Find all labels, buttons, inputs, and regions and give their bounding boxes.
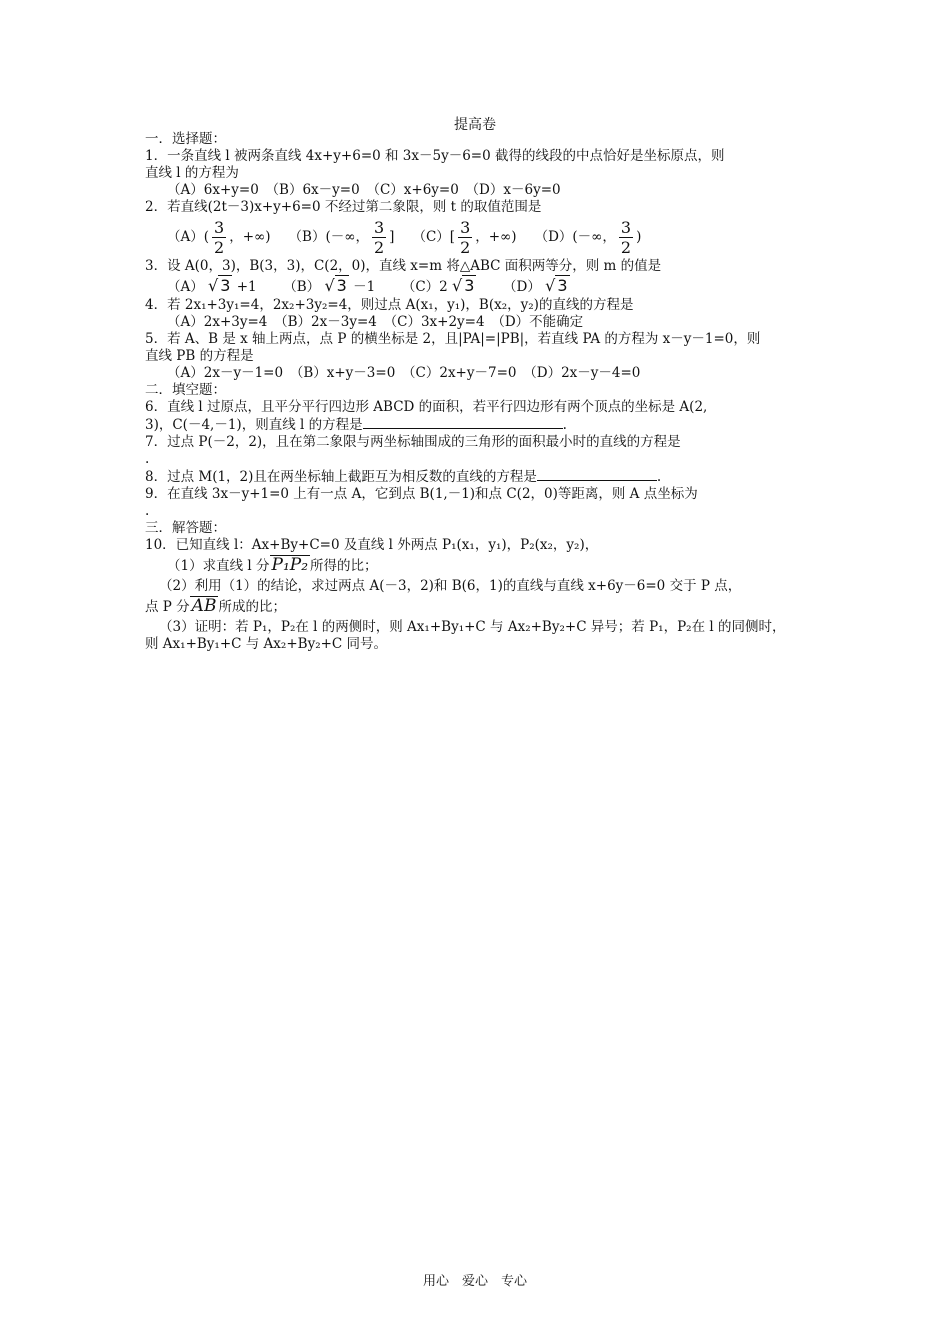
- sqrt-symbol: √ 3: [452, 276, 475, 295]
- page-footer: 用心 爱心 专心: [422, 1274, 527, 1289]
- option-c-label: （C）2: [401, 279, 448, 295]
- question-10-part-3-line-1: （3）证明：若 P₁，P₂在 l 的两侧时，则 Ax₁+By₁+C 与 Ax₂+By₂+C 异号；若 P₁，P₂在 l 的同侧时，: [159, 619, 786, 635]
- question-9-line-2: .: [145, 503, 150, 519]
- question-1-line-2: 直线 l 的方程为: [145, 165, 239, 181]
- vector-p1p2: P₁P₂: [271, 555, 309, 575]
- option-b-label: （B）(－∞，: [288, 228, 369, 245]
- question-5-line-2: 直线 PB 的方程是: [145, 348, 254, 364]
- option-a-label: （A）(: [167, 228, 210, 245]
- question-9-line-1: 9．在直线 3x－y+1=0 上有一点 A，它到点 B(1,－1)和点 C(2，0)等距离，则 A 点坐标为: [145, 486, 698, 502]
- sqrt-symbol: √ 3: [208, 276, 231, 295]
- option-b-tail: ]: [389, 228, 395, 245]
- option-c-tail: ，+∞): [475, 228, 517, 245]
- option-d-label: （D）(－∞，: [534, 228, 616, 245]
- sqrt-symbol: √ 3: [324, 276, 347, 295]
- section-heading-solve: 三．解答题：: [145, 520, 226, 536]
- question-5-line-1: 5．若 A、B 是 x 轴上两点，点 P 的横坐标是 2，且|PA|=|PB|，若直线 PA 的方程为 x－y－1=0，则: [145, 331, 761, 347]
- sqrt-symbol: √ 3: [545, 276, 568, 295]
- question-4-options: （A）2x+3y=4 （B）2x－3y=4 （C）3x+2y=4 （D）不能确定: [167, 314, 584, 330]
- option-a-tail: +1: [236, 279, 257, 295]
- option-a-label: （A）: [167, 279, 204, 295]
- question-7-line-1: 7．过点 P(－2，2)，且在第二象限与两坐标轴围成的三角形的面积最小时的直线的方程是: [145, 434, 681, 450]
- page-title: 提高卷: [454, 117, 496, 133]
- question-1-options: （A）6x+y=0 （B）6x－y=0 （C）x+6y=0 （D）x－6y=0: [167, 182, 561, 198]
- fraction: $\frac{3}{2}$: [620, 217, 632, 257]
- option-d-label: （D）: [503, 279, 541, 295]
- question-2-options: [145, 216, 810, 258]
- question-10-part-1: （1）求直线 l 分 P₁P₂ 所得的比；: [167, 555, 378, 575]
- answer-blank: [363, 416, 563, 429]
- question-3-stem: 3．设 A(0，3)，B(3，3)，C(2，0)，直线 x=m 将△ABC 面积两等分，则 m 的值是: [145, 258, 662, 274]
- question-3-options: [145, 275, 810, 297]
- fraction: $\frac{3}{2}$: [373, 217, 385, 257]
- question-4-stem: 4．若 2x₁+3y₁=4，2x₂+3y₂=4，则过点 A(x₁，y₁)，B(x₂，y₂)的直线的方程是: [145, 297, 634, 313]
- question-10-part-2-line-2: 点 P 分 AB 所成的比；: [145, 596, 286, 616]
- fraction: $\frac{3}{2}$: [460, 217, 471, 257]
- option-d-tail: ): [636, 228, 642, 245]
- question-7-line-2: .: [145, 451, 150, 467]
- option-b-label: （B）: [283, 279, 321, 295]
- answer-blank: [537, 468, 657, 481]
- vector-ab: AB: [191, 596, 217, 616]
- section-heading-choice: 一．选择题：: [145, 131, 226, 147]
- question-10-stem: 10．已知直线 l：Ax+By+C=0 及直线 l 外两点 P₁(x₁，y₁)，P₂(x₂，y₂)，: [145, 537, 599, 553]
- question-10-part-3-line-2: 则 Ax₁+By₁+C 与 Ax₂+By₂+C 同号。: [145, 636, 388, 652]
- section-heading-fill: 二．填空题：: [145, 382, 226, 398]
- option-b-tail: －1: [353, 279, 376, 295]
- question-1-line-1: 1．一条直线 l 被两条直线 4x+y+6=0 和 3x－5y－6=0 截得的线段的中点恰好是坐标原点，则: [145, 148, 725, 164]
- question-5-options: （A）2x－y－1=0 （B）x+y－3=0 （C）2x+y－7=0 （D）2x－y－4=0: [167, 365, 641, 381]
- question-8: 8．过点 M(1，2)且在两坐标轴上截距互为相反数的直线的方程是 .: [145, 469, 662, 485]
- option-a-tail: ，+∞): [229, 228, 271, 245]
- option-c-label: （C）[: [412, 228, 456, 245]
- exam-body: [145, 131, 810, 653]
- question-6-line-2: 3)，C(－4,－1)，则直线 l 的方程是 .: [145, 417, 567, 433]
- question-10-part-2-line-1: （2）利用（1）的结论，求过两点 A(－3，2)和 B(6，1)的直线与直线 x+6y－6=0 交于 P 点，: [159, 578, 742, 594]
- question-6-line-1: 6．直线 l 过原点，且平分平行四边形 ABCD 的面积，若平行四边形有两个顶点的坐标是 A(2,: [145, 399, 708, 415]
- fraction: $\frac{3}{2}$: [214, 217, 225, 257]
- question-2-stem: 2．若直线(2t－3)x+y+6=0 不经过第二象限，则 t 的取值范围是: [145, 199, 542, 215]
